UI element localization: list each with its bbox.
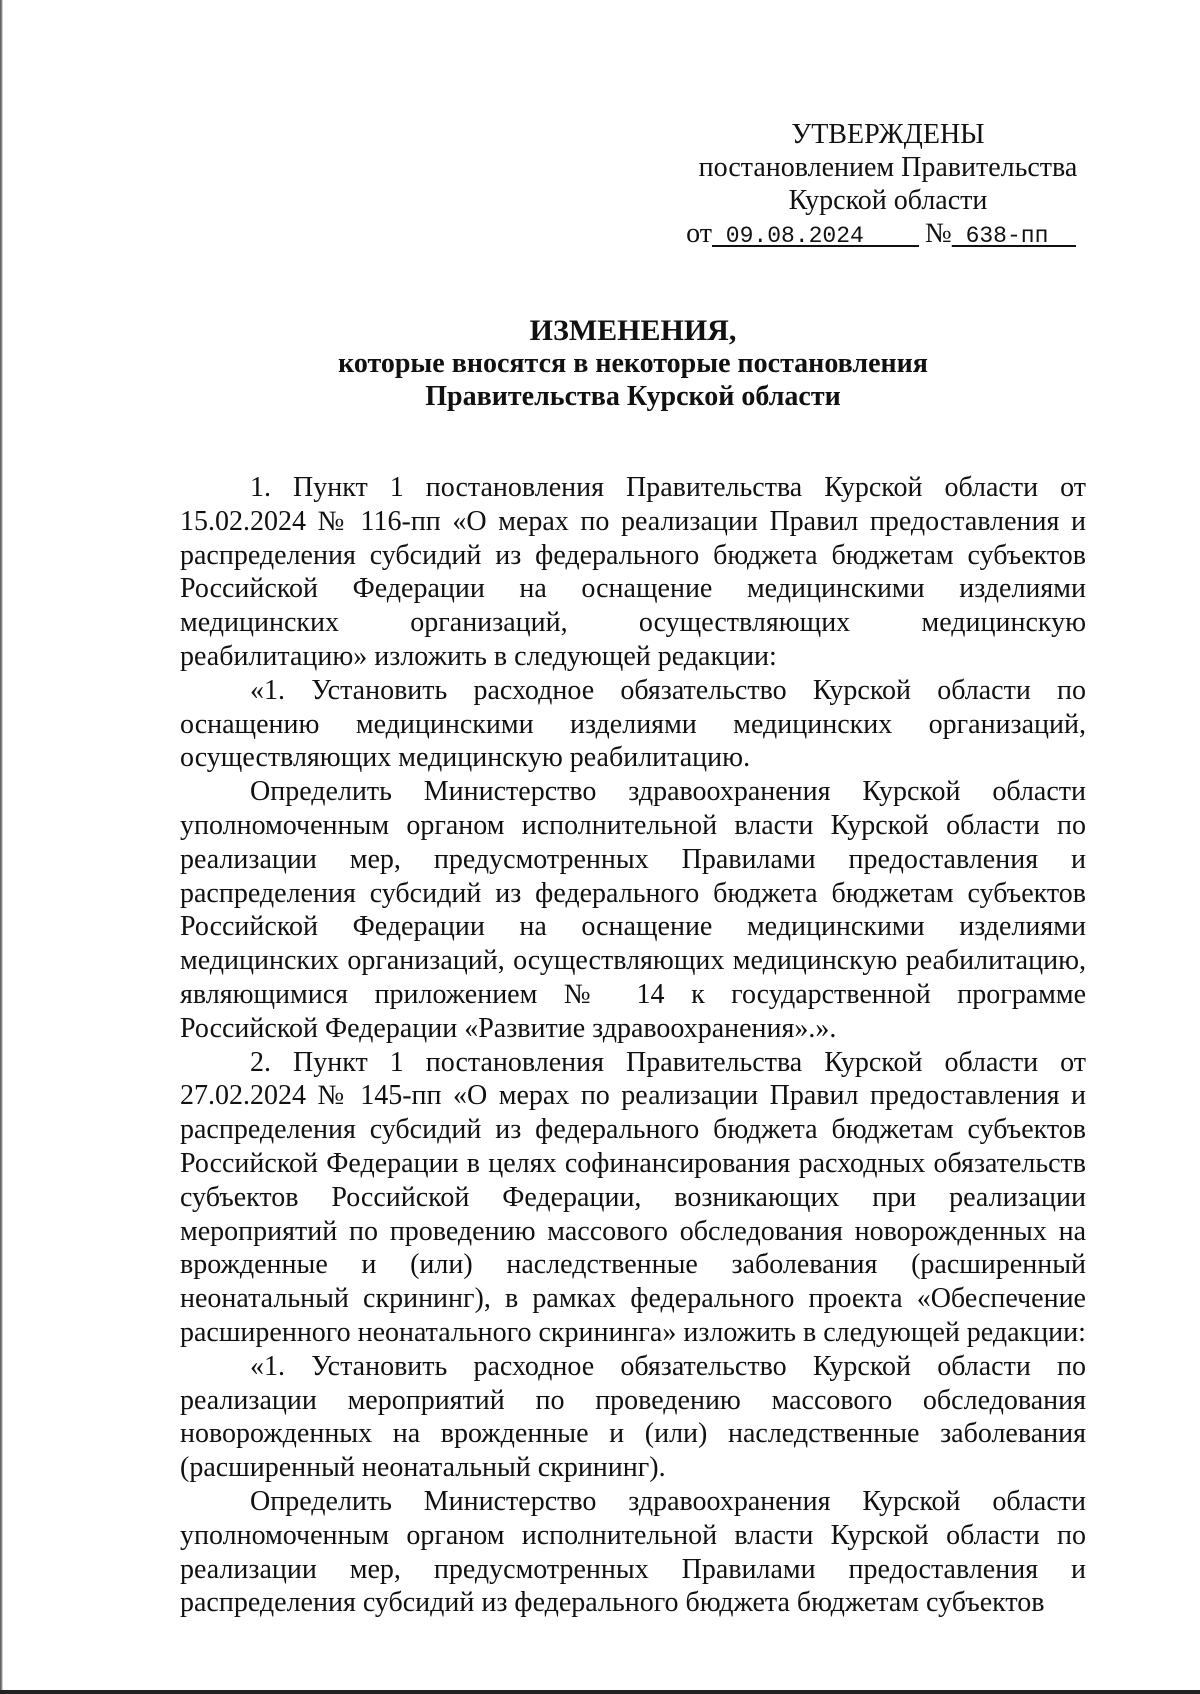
- document-body: [180, 471, 1086, 1620]
- title-main: ИЗМЕНЕНИЯ,: [529, 314, 737, 347]
- approval-date: 09.08.2024: [712, 223, 920, 249]
- approval-number: 638-пп: [951, 223, 1076, 249]
- approval-line-2: постановлением Правительства: [698, 152, 1078, 183]
- paragraph-5: «1. Установить расходное обязательство Курской области по реализации мероприятий по проведению массового обследования новорожденных на врожденные и (или) наследственные заболевания (расширенный неонатальный скрининг).: [180, 1350, 1086, 1484]
- date-prefix: от: [686, 218, 712, 249]
- document-title: [180, 314, 1086, 413]
- paragraph-1: 1. Пункт 1 постановления Правительства Курской области от 15.02.2024 № 116-пп «О мерах по реализации Правил предоставления и распределения субсидий из федерального бюджета бюджетам субъектов Российской Федерации на оснащение медицинскими изделиями медицинских организаций, осуществляющих медицинскую реабилитацию» изложить в следующей редакции:: [180, 472, 1086, 672]
- paragraph-2: «1. Установить расходное обязательство Курской области по оснащению медицинскими изделиями медицинских организаций, осуществляющих медицинскую реабилитацию.: [180, 674, 1086, 774]
- scan-edge-bottom: [0, 1690, 1200, 1694]
- scan-edge-left: [0, 0, 3, 1694]
- paragraph-4: 2. Пункт 1 постановления Правительства Курской области от 27.02.2024 № 145-пп «О мерах по реализации Правил предоставления и распределения субсидий из федерального бюджета бюджетам субъектов Российской Федерации в целях софинансирования расходных обязательств субъектов Российской Федерации, возникающих при реализации мероприятий по проведению массового обследования новорожденных на врожденные и (или) наследственные заболевания (расширенный неонатальный скрининг), в рамках федерального проекта «Обеспечение расширенного неонатального скрининга» изложить в следующей редакции:: [180, 1046, 1086, 1348]
- title-line-3: Правительства Курской области: [425, 381, 841, 412]
- approval-date-line: [686, 217, 1076, 253]
- approval-stamp: [686, 118, 1080, 253]
- title-line-2: которые вносятся в некоторые постановления: [338, 348, 928, 379]
- number-prefix: №: [925, 218, 952, 249]
- paragraph-3: Определить Министерство здравоохранения Курской области уполномоченным органом исполнительной власти Курской области по реализации мер, предусмотренных Правилами предоставления и распределения субсидий из федерального бюджета бюджетам субъектов Российской Федерации на оснащение медицинскими изделиями медицинских организаций, осуществляющих медицинскую реабилитацию, являющимися приложением № 14 к государственной программе Российской Федерации «Развитие здравоохранения».».: [180, 776, 1086, 1044]
- approval-line-3: Курской области: [788, 185, 988, 216]
- paragraph-6: Определить Министерство здравоохранения Курской области уполномоченным органом исполнительной власти Курской области по реализации мер, предусмотренных Правилами предоставления и распределения субсидий из федерального бюджета бюджетам субъектов: [180, 1485, 1086, 1619]
- approval-heading: УТВЕРЖДЕНЫ: [791, 119, 985, 150]
